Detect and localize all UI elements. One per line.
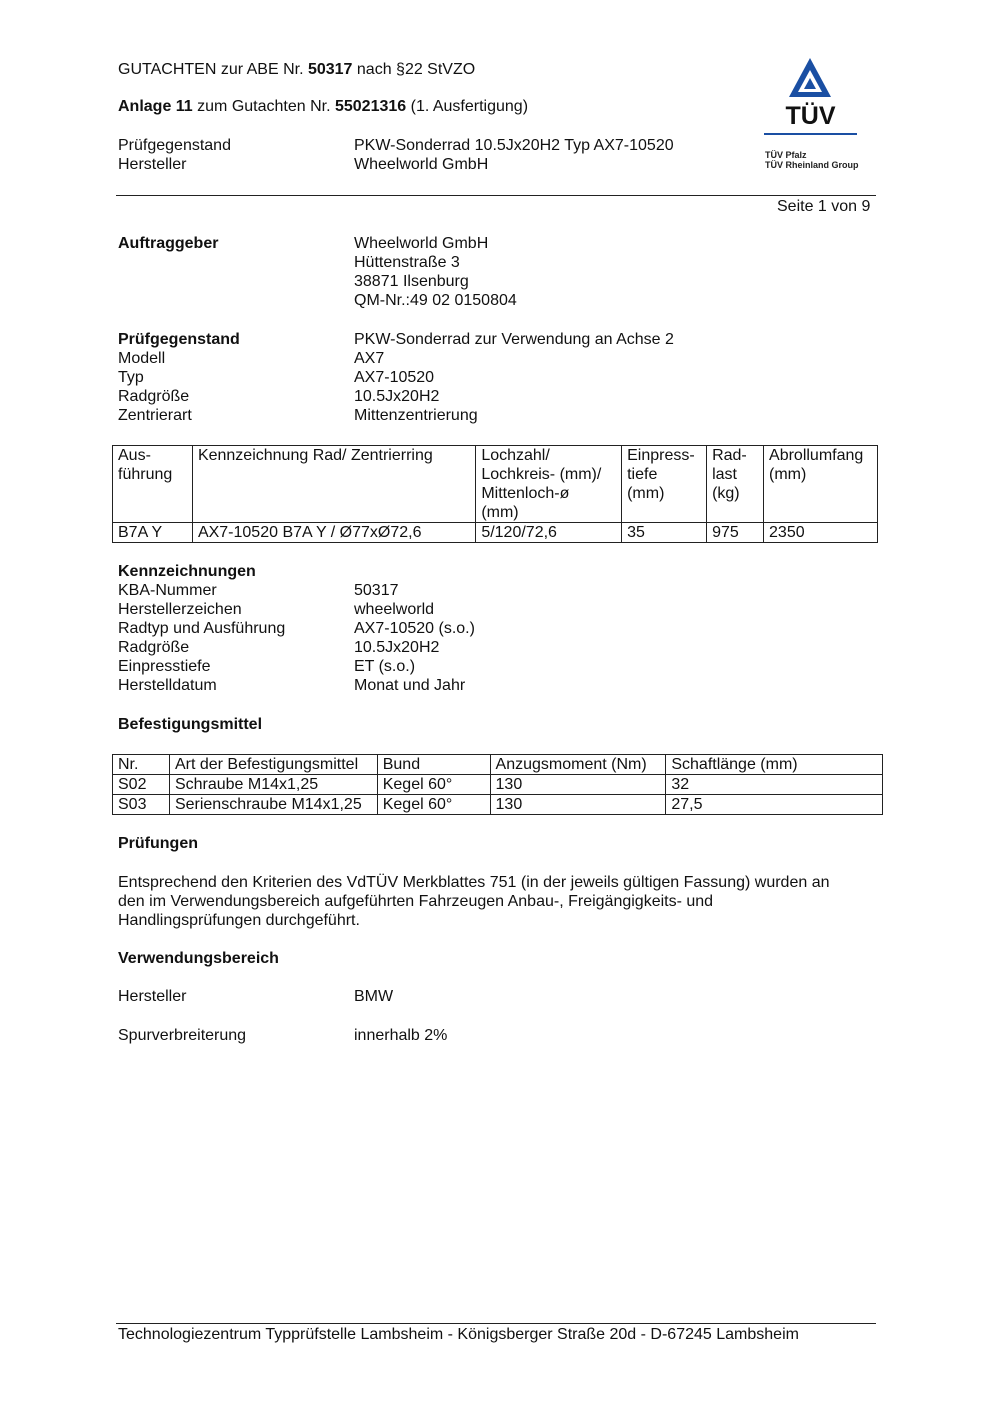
- table-header-cell: Einpress- tiefe (mm): [622, 446, 707, 523]
- kennz-label: Herstelldatum: [118, 677, 217, 694]
- auftraggeber-line: Hüttenstraße 3: [354, 254, 460, 271]
- header-pg-label: Prüfgegenstand: [118, 137, 231, 154]
- pruefungen-title: Prüfungen: [118, 835, 198, 852]
- spec-label: Typ: [118, 369, 144, 386]
- table-cell: AX7-10520 B7A Y / Ø77xØ72,6: [192, 523, 475, 543]
- spur-label: Spurverbreiterung: [118, 1027, 247, 1044]
- pruefungen-line: Handlingsprüfungen durchgeführt.: [118, 912, 360, 929]
- table-cell: S03: [113, 795, 170, 815]
- pruefgegenstand-label: Prüfgegenstand: [118, 331, 240, 348]
- table-header-cell: Schaftlänge (mm): [666, 755, 883, 775]
- kennz-label: Einpresstiefe: [118, 658, 211, 675]
- kennz-label: Radtyp und Ausführung: [118, 620, 286, 637]
- befestigung-title: Befestigungsmittel: [118, 716, 263, 733]
- verwendung-title: Verwendungsbereich: [118, 950, 279, 967]
- table-header-cell: Abrollumfang (mm): [764, 446, 878, 523]
- kennz-label: Radgröße: [118, 639, 190, 656]
- auftraggeber-line: QM-Nr.:49 02 0150804: [354, 292, 517, 309]
- table-header-cell: Bund: [377, 755, 490, 775]
- table-header-cell: Anzugsmoment (Nm): [490, 755, 666, 775]
- tuev-logo: [758, 55, 863, 173]
- spec-value: AX7: [354, 350, 385, 367]
- spec-label: Modell: [118, 350, 166, 367]
- header-pg-value: PKW-Sonderrad 10.5Jx20H2 Typ AX7-10520: [354, 137, 674, 154]
- auftraggeber-line: Wheelworld GmbH: [354, 235, 489, 252]
- kennz-value: Monat und Jahr: [354, 677, 466, 694]
- table-cell: 5/120/72,6: [476, 523, 622, 543]
- verwendung-hersteller-label: Hersteller: [118, 988, 187, 1005]
- table-cell: B7A Y: [113, 523, 193, 543]
- table-cell: Serienschraube M14x1,25: [169, 795, 377, 815]
- table-row: [113, 523, 878, 543]
- pruefgegenstand-value: PKW-Sonderrad zur Verwendung an Achse 2: [354, 331, 674, 348]
- verwendung-hersteller-value: BMW: [354, 988, 394, 1005]
- auftraggeber-label: Auftraggeber: [118, 235, 219, 252]
- fastener-table: [112, 754, 883, 815]
- kennzeichnungen-title: Kennzeichnungen: [118, 563, 256, 580]
- table-cell: 2350: [764, 523, 878, 543]
- pruefungen-line: Entsprechend den Kriterien des VdTÜV Merkblattes 751 (in der jeweils gültigen Fassung) wurden an: [118, 874, 830, 891]
- table-cell: S02: [113, 775, 170, 795]
- kennz-label: Herstellerzeichen: [118, 601, 242, 618]
- header-hersteller-value: Wheelworld GmbH: [354, 156, 489, 173]
- table-cell: Schraube M14x1,25: [169, 775, 377, 795]
- table-cell: 130: [490, 795, 666, 815]
- table-cell: Kegel 60°: [377, 775, 490, 795]
- table-cell: 27,5: [666, 795, 883, 815]
- table-header-cell: Nr.: [113, 755, 170, 775]
- table-row: [113, 775, 883, 795]
- table-header-cell: Aus- führung: [113, 446, 193, 523]
- tuev-logo-line2: TÜV Rheinland Group: [765, 160, 859, 170]
- spec-value: Mittenzentrierung: [354, 407, 478, 424]
- table-cell: 130: [490, 775, 666, 795]
- auftraggeber-line: 38871 Ilsenburg: [354, 273, 469, 290]
- spur-value: innerhalb 2%: [354, 1027, 448, 1044]
- header-line-1: GUTACHTEN zur ABE Nr. 50317 nach §22 StVZO: [118, 61, 476, 78]
- table-cell: 35: [622, 523, 707, 543]
- table-row: [113, 795, 883, 815]
- page-number: Seite 1 von 9: [777, 198, 871, 215]
- header-divider: [116, 195, 876, 196]
- table-header-row: [113, 446, 878, 523]
- table-header-cell: Kennzeichnung Rad/ Zentrierring: [192, 446, 475, 523]
- footer-divider: [116, 1323, 876, 1324]
- table-cell: 32: [666, 775, 883, 795]
- wheel-spec-table: [112, 445, 878, 543]
- table-header-cell: Rad- last (kg): [707, 446, 764, 523]
- table-header-row: [113, 755, 883, 775]
- table-cell: Kegel 60°: [377, 795, 490, 815]
- kennz-value: AX7-10520 (s.o.): [354, 620, 475, 637]
- kennz-value: ET (s.o.): [354, 658, 416, 675]
- kennz-value: wheelworld: [354, 601, 435, 618]
- spec-value: 10.5Jx20H2: [354, 388, 440, 405]
- footer-text: Technologiezentrum Typprüfstelle Lambsheim - Königsberger Straße 20d - D-67245 Lambsheim: [118, 1326, 799, 1343]
- kennz-label: KBA-Nummer: [118, 582, 217, 599]
- kennz-value: 50317: [354, 582, 399, 599]
- header-line-2: Anlage 11 zum Gutachten Nr. 55021316 (1. Ausfertigung): [118, 98, 529, 115]
- table-header-cell: Art der Befestigungsmittel: [169, 755, 377, 775]
- table-cell: 975: [707, 523, 764, 543]
- spec-label: Zentrierart: [118, 407, 192, 424]
- tuev-logo-line1: TÜV Pfalz: [765, 150, 807, 160]
- header-hersteller-label: Hersteller: [118, 156, 187, 173]
- kennz-value: 10.5Jx20H2: [354, 639, 440, 656]
- tuev-logo-text: TÜV: [785, 102, 836, 130]
- spec-label: Radgröße: [118, 388, 190, 405]
- pruefungen-line: den im Verwendungsbereich aufgeführten Fahrzeugen Anbau-, Freigängigkeits- und: [118, 893, 714, 910]
- table-header-cell: Lochzahl/ Lochkreis- (mm)/ Mittenloch-ø (mm): [476, 446, 622, 523]
- spec-value: AX7-10520: [354, 369, 435, 386]
